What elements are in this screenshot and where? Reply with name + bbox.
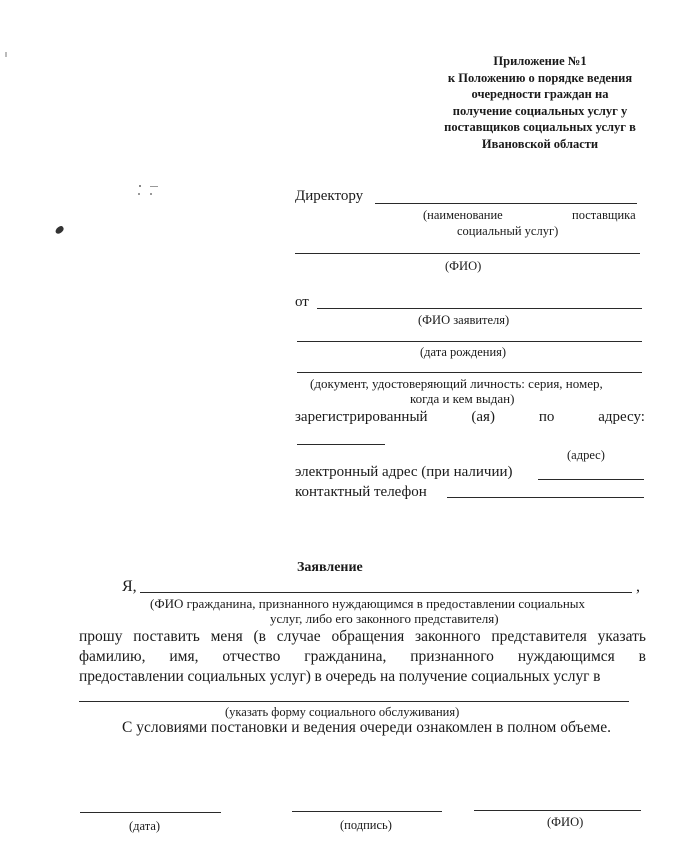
director-provider-field[interactable] xyxy=(375,203,637,204)
scan-speck xyxy=(150,193,152,195)
applicant-fio-field[interactable] xyxy=(317,308,642,309)
email-field[interactable] xyxy=(538,479,644,480)
ink-blot xyxy=(54,225,65,235)
word: случае xyxy=(276,628,321,645)
phone-label: контактный телефон xyxy=(295,484,427,500)
from-label: от xyxy=(295,294,309,310)
signature-hint: (подпись) xyxy=(340,818,392,832)
provider-hint-word1: (наименование xyxy=(423,208,503,222)
word: признанного xyxy=(410,648,494,665)
registered-word: по xyxy=(538,409,555,425)
trailing-comma: , xyxy=(636,578,640,595)
registered-word: (ая) xyxy=(471,409,495,425)
scan-speck xyxy=(138,193,140,195)
statement-body-line3: предоставлении социальных услуг) в очередь на получение социальных услуг в xyxy=(79,668,601,685)
registered-word: адресу: xyxy=(598,409,645,425)
address-hint: (адрес) xyxy=(567,448,605,462)
word: нуждающимся xyxy=(517,648,615,665)
header-line: получение социальных услуг у xyxy=(452,103,628,118)
director-fio-field[interactable] xyxy=(295,253,640,254)
citizen-hint-line1: (ФИО гражданина, признанного нуждающимся в предоставлении социальных xyxy=(150,596,586,611)
word: представителя xyxy=(491,628,587,645)
header-line: очередности граждан на xyxy=(471,87,609,101)
birth-date-field[interactable] xyxy=(297,341,642,342)
scan-speck xyxy=(139,185,141,187)
applicant-fio-hint: (ФИО заявителя) xyxy=(418,313,510,327)
appendix-header xyxy=(405,53,675,152)
citizen-hint-line2: услуг, либо его законного представителя) xyxy=(270,611,499,626)
service-form-hint: (указать форму социального обслуживания) xyxy=(225,705,460,719)
director-fio-hint: (ФИО) xyxy=(445,259,482,273)
registered-address-label xyxy=(295,408,645,426)
statement-body-line1 xyxy=(79,628,646,646)
registered-word: зарегистрированный xyxy=(295,409,428,425)
word: (в xyxy=(253,628,266,645)
statement-body-line2 xyxy=(79,648,646,666)
id-document-hint-line1: (документ, удостоверяющий личность: серия, номер, xyxy=(310,376,603,391)
signature-field[interactable] xyxy=(292,811,442,812)
word: указать xyxy=(597,628,646,645)
statement-title: Заявление xyxy=(297,560,363,575)
citizen-fio-field[interactable] xyxy=(140,592,632,593)
header-line: поставщиков социальных услуг в xyxy=(444,120,636,134)
header-line: Ивановской области xyxy=(481,136,599,151)
word: в xyxy=(638,648,646,665)
scan-speck xyxy=(150,186,158,187)
scan-speck xyxy=(5,52,7,57)
acknowledgement-text: С условиями постановки и ведения очереди ознакомлен в полном объеме. xyxy=(122,719,611,736)
provider-hint-line2: социальный услуг) xyxy=(457,224,559,238)
word: поставить xyxy=(133,628,200,645)
address-field[interactable] xyxy=(297,444,385,445)
id-document-field[interactable] xyxy=(297,372,642,373)
word: прошу xyxy=(79,628,123,645)
header-line: Приложение №1 xyxy=(493,54,587,68)
fio-hint: (ФИО) xyxy=(547,815,584,829)
id-document-hint-line2: когда и кем выдан) xyxy=(410,391,515,406)
fio-field[interactable] xyxy=(474,810,641,811)
header-line: к Положению о порядке ведения xyxy=(447,70,633,85)
i-label: Я, xyxy=(122,578,137,595)
director-label: Директору xyxy=(295,188,364,204)
word: меня xyxy=(210,628,243,645)
word: обращения xyxy=(331,628,405,645)
word: гражданина, xyxy=(304,648,387,665)
provider-hint-word2: поставщика xyxy=(572,208,636,222)
service-form-field[interactable] xyxy=(79,701,629,702)
word: фамилию, xyxy=(79,648,146,665)
word: имя, xyxy=(169,648,199,665)
word: законного xyxy=(415,628,481,645)
birth-date-hint: (дата рождения) xyxy=(420,345,507,359)
date-field[interactable] xyxy=(80,812,221,813)
date-hint: (дата) xyxy=(129,819,161,833)
phone-field[interactable] xyxy=(447,497,644,498)
email-label: электронный адрес (при наличии) xyxy=(295,464,513,480)
word: отчество xyxy=(222,648,281,665)
